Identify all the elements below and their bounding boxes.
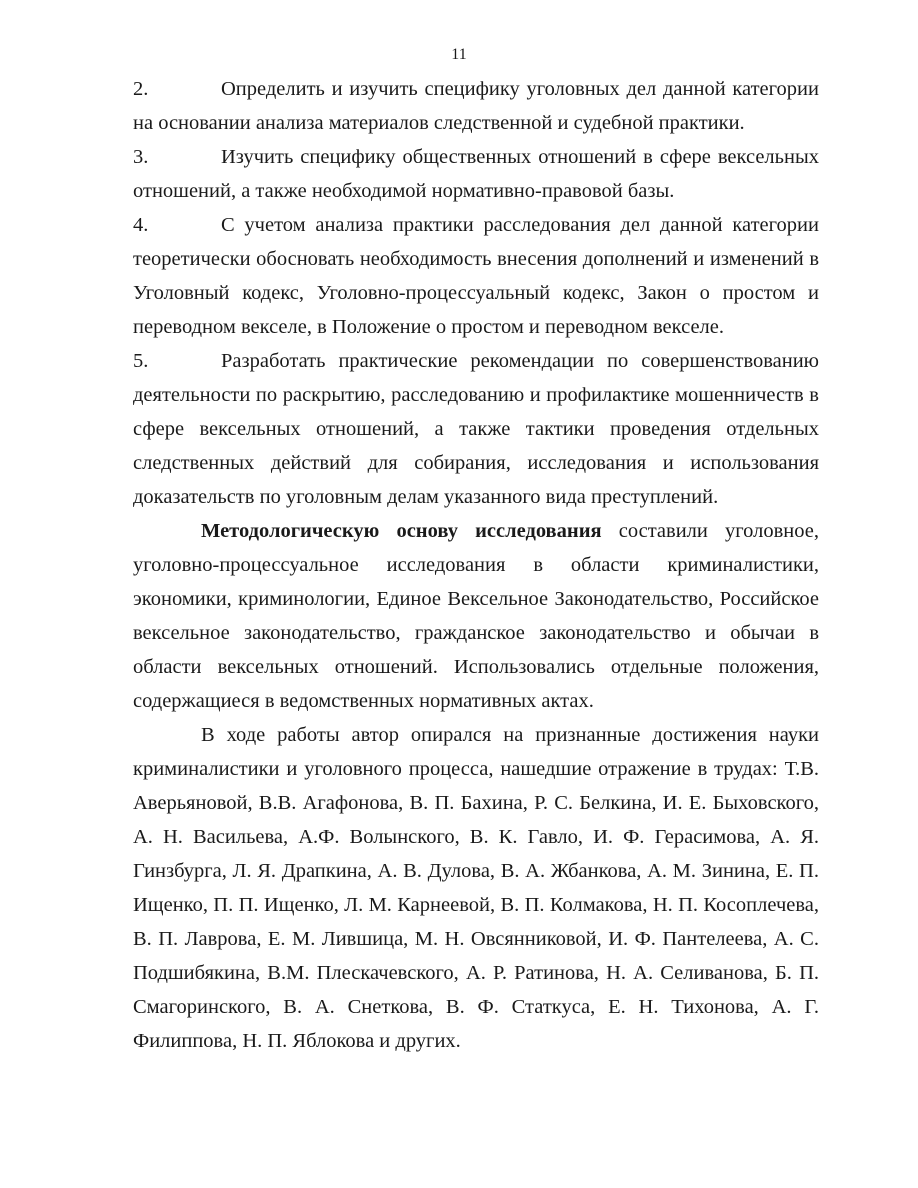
list-item [133,140,819,208]
list-item-number: 3. [133,146,149,168]
list-item-number: 2. [133,78,149,100]
page-number: 11 [451,46,467,63]
list-item-number: 4. [133,214,149,236]
list-item-text: Разработать практические рекомендации по совершенствованию деятельности по раскрытию, расследованию и профилактике мошенничеств в сфере вексельных отношений, а также тактики проведения отдельных следственных действий для собирания, исследования и использования доказательств по уголовным делам указанного вида преступлений. [133,350,819,508]
list-item-text: Изучить специфику общественных отношений в сфере вексельных отношений, а также необходимой нормативно-правовой базы. [133,146,819,202]
list-item [133,344,819,514]
methodology-heading: Методологическую основу исследования [201,520,602,542]
authors-paragraph: В ходе работы автор опирался на признанные достижения науки криминалистики и уголовного процесса, нашедшие отражение в трудах: Т.В. Аверьяновой, В.В. Агафонова, В. П. Бахина, Р. С. Белкина, И. Е. Быховского, А. Н. Васильева, А.Ф. Волынского, В. К. Гавло, И. Ф. Герасимова, А. Я. Гинзбурга, Л. Я. Драпкина, А. В. Дулова, В. А. Жбанкова, А. М. Зинина, Е. П. Ищенко, П. П. Ищенко, Л. М. Карнеевой, В. П. Колмакова, Н. П. Косоплечева, В. П. Лаврова, Е. М. Лившица, М. Н. Овсянниковой, И. Ф. Пантелеева, А. С. Подшибякина, В.М. Плескачевского, А. Р. Ратинова, Н. А. Селиванова, Б. П. Смагоринского, В. А. Снеткова, В. Ф. Статкуса, Е. Н. Тихонова, А. Г. Филиппова, Н. П. Яблокова и других. [133,724,819,1052]
page-body [133,72,819,1058]
list-item [133,72,819,140]
list-item-text: Определить и изучить специфику уголовных дел данной категории на основании анализа материалов следственной и судебной практики. [133,78,819,134]
methodology-text: составили уголовное, уголовно-процессуальное исследования в области криминалистики, экономики, криминологии, Единое Вексельное Законодательство, Российское вексельное законодательство, гражданское законодательство и обычаи в области вексельных отношений. Использовались отдельные положения, содержащиеся в ведомственных нормативных актах. [133,520,819,712]
list-item [133,208,819,344]
methodology-paragraph [133,514,819,718]
list-item-number: 5. [133,350,149,372]
list-item-text: С учетом анализа практики расследования дел данной категории теоретически обосновать необходимость внесения дополнений и изменений в Уголовный кодекс, Уголовно-процессуальный кодекс, Закон о простом и переводном векселе, в Положение о простом и переводном векселе. [133,214,819,338]
